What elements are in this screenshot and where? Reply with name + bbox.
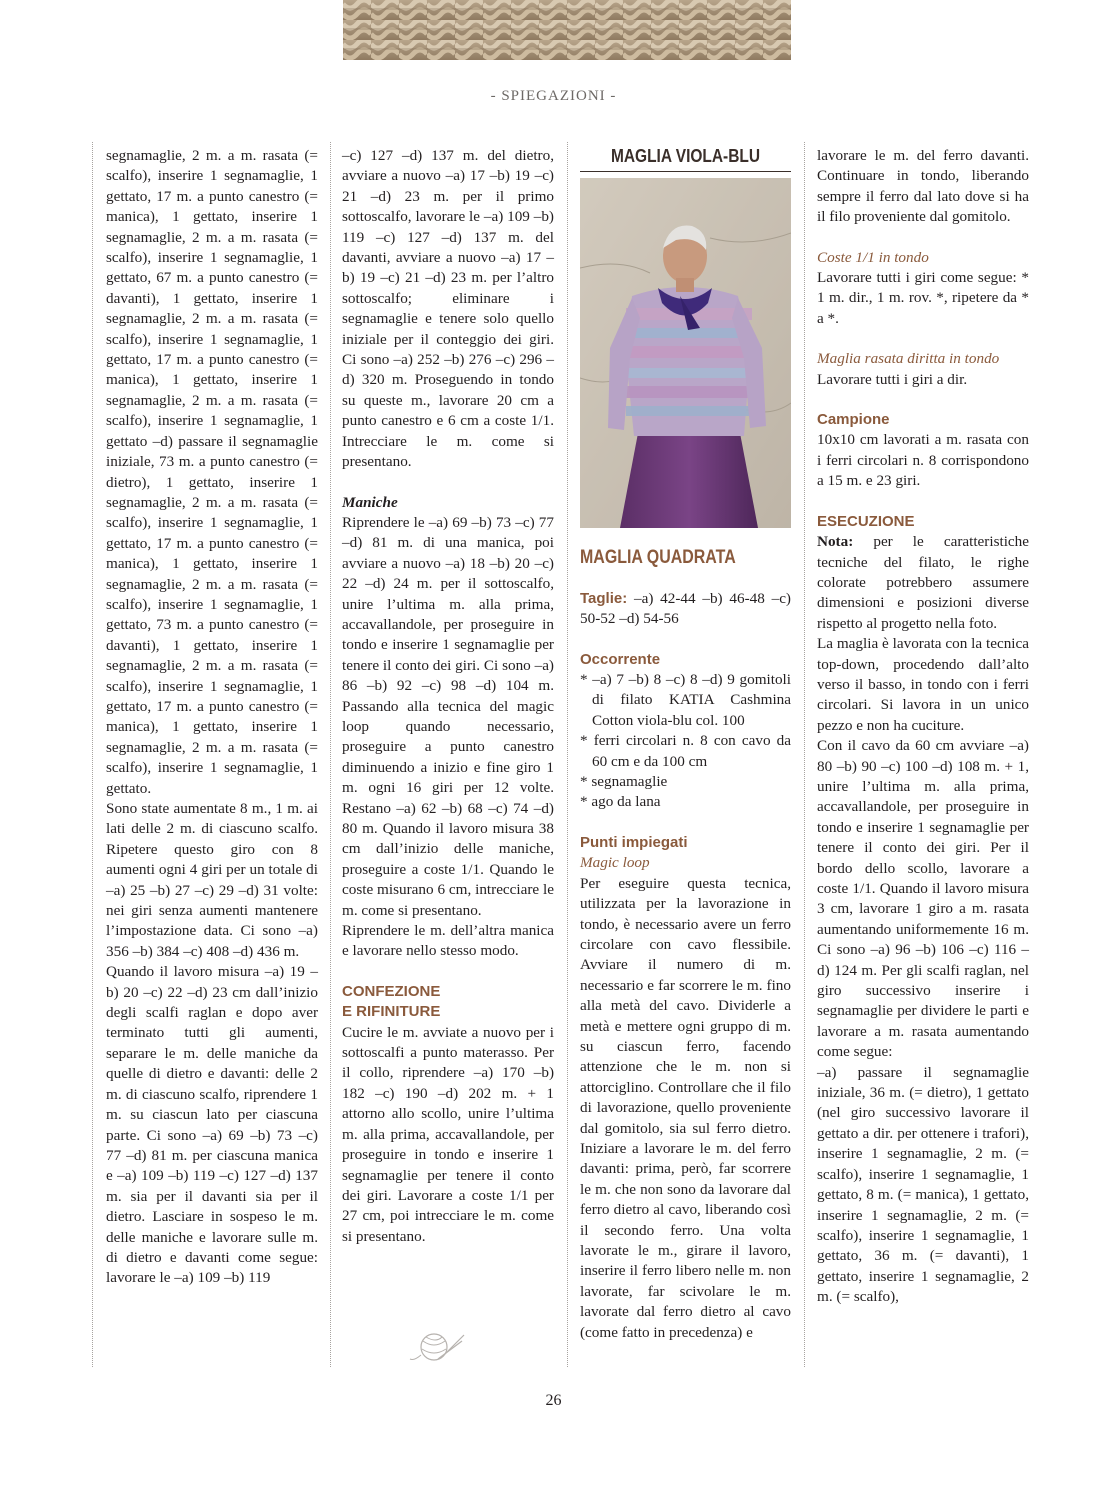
- body-paragraph: Con il cavo da 60 cm avviare –a) 80 –b) 90 –c) 100 –d) 108 m. + 1, unire l’ultima m. alla prima, accavallandole, per proseguire in tondo e inserire 1 segnamaglie per tenere il conto dei giri. Per il bordo dello scollo, lavorare a coste 1/1. Quando il lavoro misura 3 cm, lavorare 1 giro a m. rasata aumentando uniformemente 16 m. Ci sono –a) 96 –b) 106 –c) 116 –d) 124 m. Per gli scalfi raglan, nel giro successivo inserire i segnamaglie per dividere le parti e lavorare a m. rasata aumentando come segue:: [817, 737, 1029, 1061]
- nota-label: Nota:: [817, 533, 854, 551]
- list-item: * segnamaglie: [580, 773, 668, 791]
- nota-paragraph: [817, 532, 1029, 634]
- column-4: [817, 146, 1029, 1308]
- photo-title: MAGLIA VIOLA-BLU: [610, 146, 761, 166]
- confezione-heading: CONFEZIONE: [342, 982, 441, 1000]
- column-separator: [567, 142, 568, 1367]
- confezione-heading-2: E RIFINITURE: [342, 1003, 441, 1021]
- body-paragraph: Riprendere le –a) 69 –b) 73 –c) 77 –d) 81 m. di una manica, poi avviare a nuovo –a) 18 –b) 20 –c) 22 –d) 24 m. per il sottoscalfo, unire l’ultima m. alla prima, accavallandole, per proseguire in tondo e inserire 1 segnamaglie per tenere il conto dei giri. Ci sono –a) 86 –b) 92 –c) 98 –d) 104 m. Passando alla tecnica del magic loop quando necessario, proseguire a punto canestro diminuendo a inizio e fine giro 1 m. ogni 16 giri per 12 volte. Restano –a) 62 –b) 68 –c) 74 –d) 80 m. Quando il lavoro misura 38 cm dall’inizio delle maniche, proseguire a coste 1/1. Quando le coste misurano 6 cm, intrecciare le m. come si presentano.: [342, 513, 554, 919]
- body-paragraph: lavorare le m. del ferro davanti. Continuare in tondo, liberando sempre il ferro dal lato dove si ha il filo proveniente dal gomitolo.: [817, 147, 1029, 226]
- rasata-heading: Maglia rasata diritta in tondo: [817, 350, 1000, 368]
- body-paragraph: Sono state aumentate 8 m., 1 m. ai lati delle 2 m. di ciascuno scalfo. Ripetere questo giro con 8 aumenti ogni 4 giri per un totale di –a) 25 –b) 27 –c) 29 –d) 31 volte: nei giri senza aumenti mantenere l’impostazione data. Ci sono –a) 356 –b) 384 –c) 408 –d) 436 m.: [106, 800, 318, 960]
- body-paragraph: segnamaglie, 2 m. a m. rasata (= scalfo), inserire 1 segnamaglie, 1 gettato, 17 m. a punto canestro (= manica), 1 gettato, inserire 1 segnamaglie, 2 m. a m. rasata (= scalfo), inserire 1 segnamaglie, 1 gettato, 67 m. a punto canestro (= davanti), 1 gettato, inserire 1 segnamaglie, 2 m. a m. rasata (= scalfo), inserire 1 segnamaglie, 1 gettato, 17 m. a punto canestro (= manica), 1 gettato, inserire 1 segnamaglie, 2 m. a m. rasata (= scalfo), inserire 1 segnamaglie, 1 gettato –d) passare il segnamaglie iniziale, 73 m. a punto canestro (= dietro), 1 gettato, inserire 1 segnamaglie, 2 m. a m. rasata (= scalfo), inserire 1 segnamaglie, 1 gettato, 17 m. a punto canestro (= manica), 1 gettato, inserire 1 segnamaglie, 2 m. a m. rasata (= scalfo), inserire 1 segnamaglie, 1 gettato, 73 m. a punto canestro (= davanti), 1 gettato, inserire 1 segnamaglie, 2 m. a m. rasata (= scalfo), inserire 1 segnamaglie, 1 gettato, 17 m. a punto canestro (= manica), 1 gettato, inserire 1 segnamaglie, 2 m. a m. rasata (= scalfo), inserire 1 segnamaglie, 1 gettato.: [106, 147, 318, 797]
- list-item: * ferri circolari n. 8 con cavo da 60 cm e da 100 cm: [580, 732, 791, 770]
- punti-heading: Punti impiegati: [580, 833, 688, 851]
- campione-heading: Campione: [817, 411, 890, 429]
- taglie-label: Taglie:: [580, 589, 628, 607]
- body-paragraph: Quando il lavoro misura –a) 19 –b) 20 –c) 22 –d) 23 cm dall’inizio degli scalfi raglan e dopo aver terminato tutti gli aumenti, separare le m. delle maniche da quelle di dietro e davanti: delle 2 m. di ciascuno scalfo, riprendere 1 m. su ciascun lato per ciascuna parte. Ci sono –a) 69 –b) 73 –c) 77 –d) 81 m. per ciascuna manica e –a) 109 –b) 119 –c) 127 –d) 137 m. sia per il davanti sia per il dietro. Lasciare in sospeso le m. delle maniche e lavorare sulle m. di dietro e davanti come segue: lavorare le –a) 109 –b) 119: [106, 963, 318, 1287]
- body-paragraph: Per eseguire questa tecnica, utilizzata per la lavorazione in tondo, è necessario avere un ferro circolare con cavo flessibile. Avviare il numero di m. necessario e far scorrere le m. fino alla metà del cavo. Dividerle a metà e mettere ogni gruppo di m. su ciascun ferro, facendo attenzione che le m. non si attorciglino. Controllare che il filo di lavorazione, quello proveniente dal gomitolo, sia sul ferro dietro. Iniziare a lavorare le m. del ferro davanti: prima, però, far scorrere le m. che non sono da lavorare dal ferro dietro al cavo, liberando così il secondo ferro. Una volta lavorate le m., girare il lavoro, inserire il ferro libero nelle m. non lavorate, far scivolare le m. lavorate dal ferro dietro al cavo (come fatto in precedenza) e: [580, 874, 791, 1341]
- body-paragraph: Lavorare tutti i giri come segue: * 1 m. dir., 1 m. rov. *, ripetere da * a *.: [817, 269, 1029, 327]
- maniche-heading: Maniche: [342, 493, 398, 511]
- occorrente-heading: Occorrente: [580, 650, 661, 668]
- body-paragraph: –a) passare il segnamaglie iniziale, 36 m. (= dietro), 1 gettato (nel giro successivo lavorare il gettato a dir. per ottenere i trafori), inserire 1 segnamaglie, 2 m. (= scalfo), inserire 1 segnamaglie, 1 gettato, 8 m. (= manica), 1 gettato, inserire 1 segnamaglie, 2 m. (= scalfo), inserire 1 segnamaglie, 1 gettato, 36 m. (= davanti), 1 gettato, inserire 1 segnamaglie, 2 m. (= scalfo),: [817, 1063, 1029, 1306]
- body-paragraph: Cucire le m. avviate a nuovo per i sottoscalfi a punto materasso. Per il collo, riprendere –a) 170 –b) 182 –c) 190 –d) 202 m. + 1 attorno allo scollo, unire l’ultima m. alla prima, accavallandole, per proseguire in tondo e inserire 1 segnamaglie per tenere il conto dei giri. Lavorare a coste 1/1 per 27 cm, poi intrecciare le m. come si presentano.: [342, 1023, 554, 1245]
- materials-list: [580, 670, 791, 813]
- yarn-ball-icon: [408, 1327, 468, 1367]
- body-paragraph: –c) 127 –d) 137 m. del dietro, avviare a nuovo –a) 17 –b) 19 –c) 21 –d) 23 m. per il primo sottoscalfo, lavorare le –a) 109 –b) 119 –c) 127 –d) 137 m. del davanti, avviare a nuovo –a) 17 –b) 19 –c) 21 –d) 23 m. per l’altro sottoscalfo; eliminare i segnamaglie e tenere solo quello iniziale per il conteggio dei giri. Ci sono –a) 252 –b) 276 –c) 296 –d) 320 m. Proseguendo in tondo su queste m., lavorare 20 cm a punto canestro e 6 cm a coste 1/1. Intrecciare le m. come si presentano.: [342, 147, 554, 471]
- column-separator: [330, 142, 331, 1367]
- column-separator: [92, 142, 93, 1367]
- body-paragraph: 10x10 cm lavorati a m. rasata con i ferri circolari n. 8 corrispondono a 15 m. e 23 giri.: [817, 431, 1029, 490]
- column-separator: [804, 142, 805, 1367]
- nota-text: per le caratteristiche tecniche del filato, le righe colorate potrebbero assumere dimensioni e posizioni diverse rispetto al progetto nella foto.: [817, 533, 1029, 632]
- coste-heading: Coste 1/1 in tondo: [817, 248, 929, 266]
- esecuzione-heading: ESECUZIONE: [817, 512, 915, 530]
- title-rule: [580, 171, 791, 172]
- body-paragraph: La maglia è lavorata con la tecnica top-down, procedendo dall’alto verso il basso, in tondo con i ferri circolari. Si lavora in un unico pezzo e non ha cuciture.: [817, 635, 1029, 734]
- page-number: 26: [545, 1392, 562, 1409]
- body-paragraph: Lavorare tutti i giri a dir.: [817, 370, 968, 388]
- body-paragraph: Riprendere le m. dell’altra manica e lavorare nello stesso modo.: [342, 922, 554, 960]
- column-2: [342, 146, 554, 1247]
- sizes-line: [580, 589, 791, 630]
- column-1: [106, 146, 318, 1289]
- magic-loop-heading: Magic loop: [580, 854, 650, 872]
- taglie-text: –a) 42-44 –b) 46-48 –c) 50-52 –d) 54-56: [580, 589, 791, 628]
- model-photo: [580, 178, 791, 528]
- column-3: [580, 146, 791, 1343]
- list-item: * ago da lana: [580, 793, 661, 811]
- pattern-title: MAGLIA QUADRATA: [580, 547, 736, 569]
- list-item: * –a) 7 –b) 8 –c) 8 –d) 9 gomitoli di filato KATIA Cashmina Cotton viola-blu col. 100: [580, 671, 791, 729]
- section-label: - SPIEGAZIONI -: [490, 88, 617, 104]
- knit-texture-banner: [343, 0, 791, 60]
